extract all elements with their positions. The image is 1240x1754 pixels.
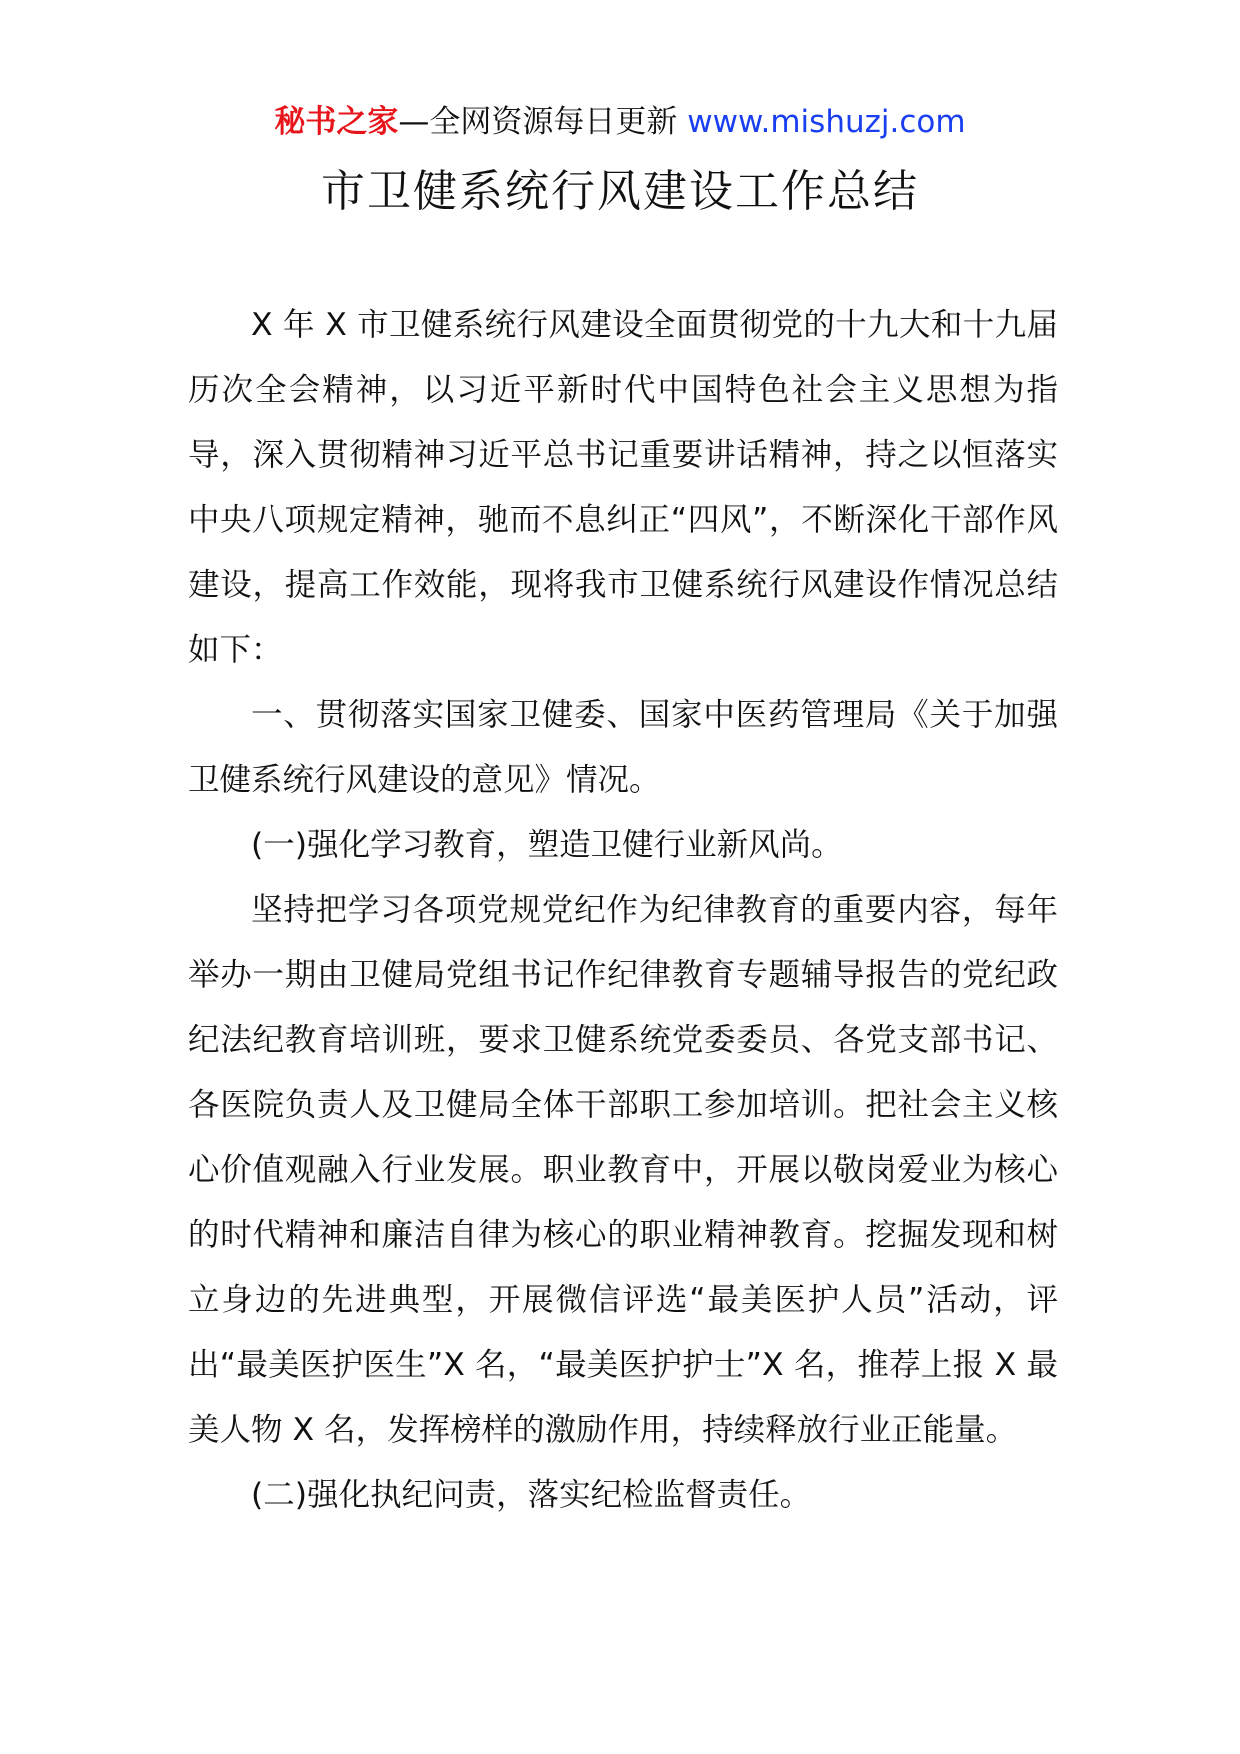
subsection-heading-2: (二)强化执纪问责，落实纪检监督责任。: [251, 1477, 812, 1513]
paragraph-intro: X 年 X 市卫健系统行风建设全面贯彻党的十九大和十九届历次全会精神，以习近平新时代中国特色社会主义思想为指导，深入贯彻精神习近平总书记重要讲话精神，持之以恒落实中央八项规定精神，驰而不息纠正“四风”，不断深化干部作风建设，提高工作效能，现将我市卫健系统行风建设作情况总结如下：: [188, 307, 1058, 668]
paragraph-study-education: 坚持把学习各项党规党纪作为纪律教育的重要内容，每年举办一期由卫健局党组书记作纪律教育专题辅导报告的党纪政纪法纪教育培训班，要求卫健系统党委委员、各党支部书记、各医院负责人及卫健局全体干部职工参加培训。把社会主义核心价值观融入行业发展。职业教育中，开展以敬岗爱业为核心的时代精神和廉洁自律为核心的职业精神教育。挖掘发现和树立身边的先进典型，开展微信评选“最美医护人员”活动，评出“最美医护医生”X 名，“最美医护护士”X 名，推荐上报 X 最美人物 X 名，发挥榜样的激励作用，持续释放行业正能量。: [188, 892, 1058, 1448]
header-slogan: —全网资源每日更新: [398, 104, 688, 140]
document-body: [188, 293, 1058, 1528]
brand-name: 秘书之家: [274, 104, 399, 140]
header-url: www.mishuzj.com: [687, 104, 966, 140]
watermark-header: [0, 100, 1240, 144]
section-heading-1: 一、贯彻落实国家卫健委、国家中医药管理局《关于加强卫健系统行风建设的意见》情况。: [188, 697, 1058, 798]
subsection-heading-1: (一)强化学习教育，塑造卫健行业新风尚。: [251, 827, 843, 863]
document-title: 市卫健系统行风建设工作总结: [321, 166, 919, 217]
